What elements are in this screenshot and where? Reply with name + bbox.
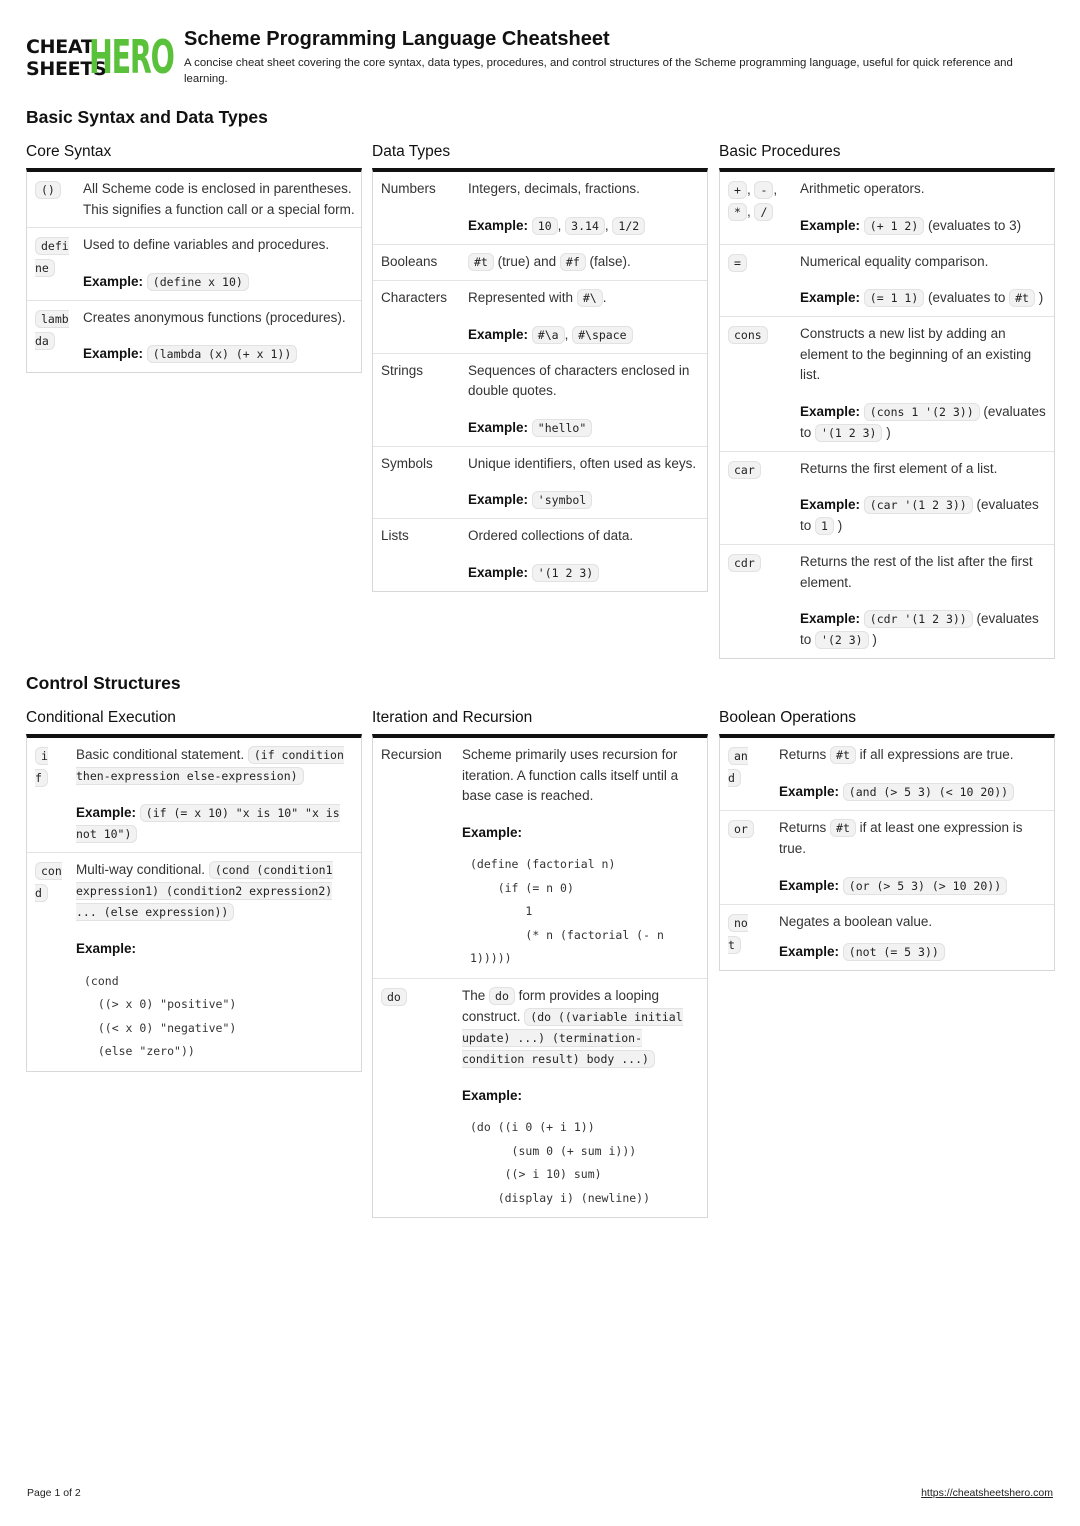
syntax-code: (do ((variable initial update) ...) (termination-condition result) body ...): [462, 1009, 683, 1066]
table-row: [27, 853, 361, 1071]
core-syntax-block: [26, 142, 362, 373]
table-row: Numbers Integers, decimals, fractions. Example: 10 , 3.14 , 1/2: [373, 172, 707, 245]
example-code: "hello": [532, 419, 592, 437]
key-code: /: [754, 203, 773, 221]
row-description: Represented with: [468, 289, 574, 305]
table-row: [373, 738, 707, 979]
row-description: Used to define variables and procedures.: [83, 237, 330, 252]
example-label: Example:: [468, 217, 529, 233]
example-code: #\space: [572, 326, 632, 344]
row-text: (true) and: [497, 253, 557, 269]
data-types-title: Data Types: [372, 143, 451, 160]
example-label: Example:: [462, 1087, 523, 1103]
row-description: Unique identifiers, often used as keys.: [468, 455, 697, 471]
row-text: form provides a looping construct.: [462, 987, 659, 1024]
false-literal: #f: [560, 253, 586, 271]
basic-procedures-title: Basic Procedures: [719, 143, 841, 160]
inline-code: do: [489, 987, 515, 1005]
page-title: Scheme Programming Language Cheatsheet: [184, 28, 610, 50]
row-key: Strings: [381, 362, 424, 378]
row-description: Ordered collections of data.: [468, 528, 634, 543]
row-key: Symbols: [381, 455, 433, 471]
example-code: (or (> 5 3) (> 10 20)): [843, 877, 1007, 895]
page-header: [26, 28, 1056, 88]
example-label: Example:: [468, 326, 529, 342]
table-row: [27, 172, 361, 228]
row-description: Creates anonymous functions (procedures).: [83, 309, 346, 325]
conditional-card: [26, 734, 362, 1072]
result-text: (evaluates to: [800, 611, 1039, 647]
syntax-code: (cond (condition1 expression1) (condition2 expression2) ... (else expression)): [76, 863, 333, 919]
table-row: [720, 452, 1054, 546]
result-code: 1: [815, 517, 834, 535]
row-text: The: [462, 987, 486, 1003]
row-description: Multi-way conditional.: [76, 862, 206, 877]
result-code: '(1 2 3): [815, 424, 882, 442]
key-code: =: [728, 254, 747, 272]
result-text: ): [872, 632, 877, 647]
code-block: (cond ((> x 0) "positive") ((< x 0) "negative") (else "zero")): [84, 973, 237, 1058]
conditional-title: Conditional Execution: [26, 709, 176, 726]
core-syntax-card: [26, 168, 362, 373]
table-row: [720, 245, 1054, 318]
row-text: Returns: [779, 747, 827, 762]
basic-procedures-block: [719, 142, 1055, 659]
result-text: ): [837, 518, 843, 533]
true-literal: #t: [468, 253, 494, 271]
example-label: Example:: [468, 492, 529, 507]
example-code: (lambda (x) (+ x 1)): [147, 345, 297, 363]
example-label: Example:: [76, 941, 137, 956]
result-text: (evaluates to: [800, 497, 1039, 533]
example-code: (define x 10): [147, 273, 249, 291]
code-block: (do ((i 0 (+ i 1)) (sum 0 (+ sum i))) ((> i 10) sum) (display i) (newline)): [470, 1120, 651, 1205]
code-block: (define (factorial n) (if (= n 0) 1 (* n (factorial (- n 1))))): [470, 857, 664, 965]
key-code: and: [728, 749, 748, 785]
example-code: (car '(1 2 3)): [864, 496, 973, 514]
result-code: #t: [1009, 289, 1035, 307]
example-code: 10: [532, 217, 558, 235]
logo-word-sheets: SHEETS: [26, 58, 107, 80]
key-code: cdr: [728, 554, 761, 572]
iteration-block: [372, 708, 708, 1218]
row-description: All Scheme code is enclosed in parentheses. This signifies a function call or a special form.: [83, 181, 355, 217]
table-row: [373, 245, 707, 281]
table-row: [27, 301, 361, 373]
key-code: (): [35, 181, 61, 199]
row-text: Returns: [779, 820, 827, 835]
data-types-card: [372, 168, 708, 592]
row-description: Constructs a new list by adding an element to the beginning of an existing list.: [800, 326, 1032, 382]
example-label: Example:: [800, 497, 861, 512]
example-label: Example:: [779, 944, 840, 959]
row-description: Sequences of characters enclosed in double quotes.: [468, 362, 690, 398]
key-code: cond: [35, 864, 62, 900]
table-row: [720, 317, 1054, 452]
logo-word-hero: HERO: [89, 30, 174, 84]
example-label: Example:: [83, 346, 144, 361]
result-text: ): [886, 424, 891, 440]
example-label: Example:: [76, 805, 137, 820]
inline-code: #t: [830, 819, 856, 837]
cheatsheetshero-logo[interactable]: [26, 30, 174, 84]
result-code: '(2 3): [815, 631, 869, 649]
example-label: Example:: [800, 290, 861, 305]
boolean-ops-card: [719, 734, 1055, 971]
row-key: Recursion: [381, 747, 442, 762]
result-text: (evaluates to: [928, 290, 1006, 305]
char-prefix-code: #\: [577, 289, 603, 307]
example-code: '(1 2 3): [532, 564, 599, 582]
row-key: Booleans: [381, 253, 438, 269]
table-row: [720, 811, 1054, 905]
example-label: Example:: [468, 564, 529, 580]
inline-code: #t: [830, 746, 856, 764]
table-row: [720, 905, 1054, 971]
example-label: Example:: [800, 217, 861, 233]
row-description: Basic conditional statement.: [76, 747, 245, 762]
table-row: [373, 519, 707, 591]
key-code: lambda: [35, 311, 69, 348]
data-types-block: [372, 142, 708, 592]
table-row: Characters Represented with #\ . Example: #\a , #\space: [373, 281, 707, 354]
example-label: Example:: [83, 273, 144, 289]
boolean-ops-block: [719, 708, 1055, 971]
row-key: Lists: [381, 528, 409, 543]
example-code: (+ 1 2): [864, 217, 924, 235]
basic-procedures-card: [719, 168, 1055, 659]
row-description: Scheme primarily uses recursion for iteration. A function calls itself until a base case is reached.: [462, 747, 679, 803]
example-label: Example:: [800, 403, 861, 419]
syntax-code: (if condition then-expression else-expression): [76, 748, 344, 783]
key-code: -: [754, 181, 773, 199]
example-code: (= 1 1): [864, 289, 924, 307]
key-code: if: [35, 749, 48, 785]
key-code: do: [381, 988, 407, 1006]
row-description: Negates a boolean value.: [779, 913, 933, 929]
example-code: (not (= 5 3)): [843, 943, 945, 961]
row-description: Arithmetic operators.: [800, 181, 925, 196]
table-row: [720, 738, 1054, 811]
example-label: Example:: [779, 877, 840, 893]
result-text: ): [1038, 290, 1044, 305]
iteration-title: Iteration and Recursion: [372, 709, 533, 726]
key-code: *: [728, 203, 747, 221]
example-code: 3.14: [565, 217, 605, 235]
section-title-control: Control Structures: [26, 673, 181, 693]
key-code: or: [728, 820, 754, 838]
key-code: +: [728, 181, 747, 199]
example-code: (if (= x 10) "x is 10" "x is not 10"): [76, 806, 340, 841]
row-text: if all expressions are true.: [859, 747, 1014, 762]
result-text: (evaluates to 3): [928, 217, 1022, 233]
table-row: [720, 545, 1054, 658]
conditional-block: [26, 708, 362, 1072]
example-label: Example:: [779, 784, 840, 799]
example-label: Example:: [462, 824, 523, 840]
key-code: not: [728, 915, 748, 952]
table-row: [27, 228, 361, 301]
boolean-ops-title: Boolean Operations: [719, 709, 857, 726]
site-link[interactable]: https://cheatsheetshero.com: [921, 1487, 1053, 1499]
table-row: [373, 979, 707, 1218]
row-text: (false).: [589, 253, 631, 269]
logo-word-cheat: CHEAT: [26, 36, 94, 58]
example-label: Example:: [468, 419, 529, 435]
section-title-basic: Basic Syntax and Data Types: [26, 107, 268, 127]
example-code: (cons 1 '(2 3)): [864, 403, 980, 421]
example-code: (and (> 5 3) (< 10 20)): [843, 783, 1014, 801]
example-code: 1/2: [612, 217, 645, 235]
row-key: Numbers: [381, 181, 436, 196]
row-description: Returns the rest of the list after the first element.: [800, 554, 1033, 590]
page-number: Page 1 of 2: [27, 1487, 81, 1499]
table-row: [373, 447, 707, 520]
row-text: if at least one expression is true.: [779, 820, 1023, 856]
key-code: define: [35, 239, 69, 275]
example-code: #\a: [532, 326, 565, 344]
row-description: Returns the first element of a list.: [800, 460, 998, 476]
iteration-card: [372, 734, 708, 1218]
example-code: (cdr '(1 2 3)): [864, 610, 973, 628]
table-row: + , - , * , / Arithmetic operators. Example: (+ 1 2) (evaluates to 3): [720, 172, 1054, 245]
row-description: Numerical equality comparison.: [800, 253, 989, 269]
example-label: Example:: [800, 611, 861, 626]
result-text: (evaluates to: [800, 403, 1046, 440]
key-code: car: [728, 461, 761, 479]
table-row: [373, 354, 707, 447]
row-key: Characters: [381, 289, 448, 305]
key-code: cons: [728, 326, 768, 344]
core-syntax-title: Core Syntax: [26, 143, 112, 160]
example-code: 'symbol: [532, 491, 592, 509]
table-row: [27, 738, 361, 853]
row-description: Integers, decimals, fractions.: [468, 181, 640, 196]
page-subtitle: A concise cheat sheet covering the core syntax, data types, procedures, and control structures of the Scheme programming language, useful for quick reference and learning.: [184, 57, 1013, 85]
